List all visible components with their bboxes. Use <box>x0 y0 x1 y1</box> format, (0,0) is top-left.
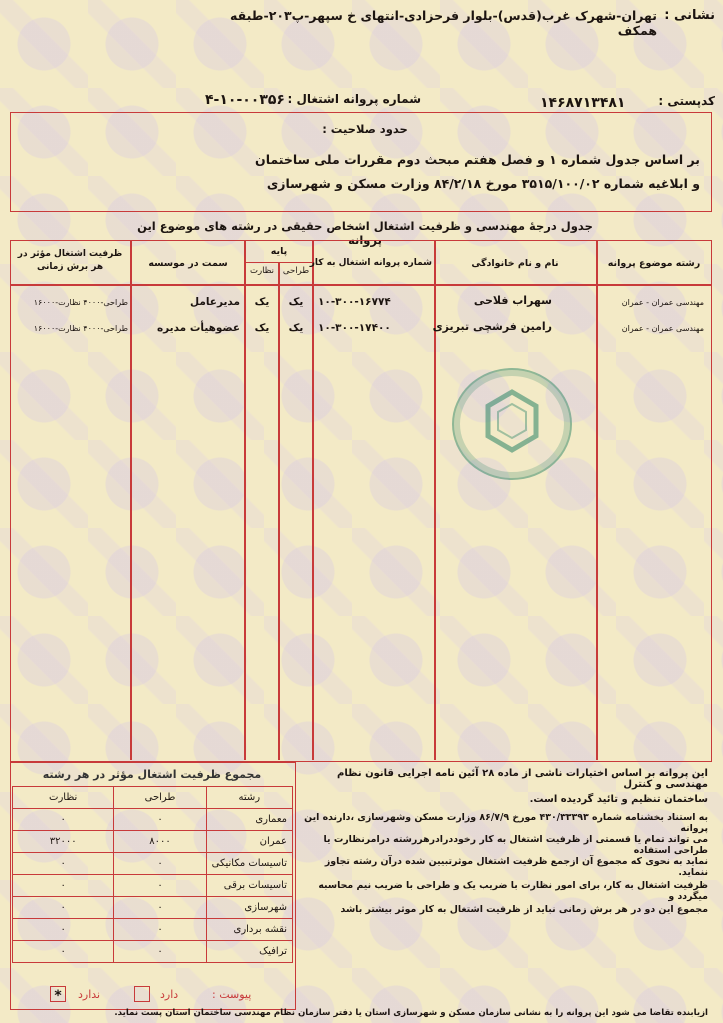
attachment-label: پیوست : <box>212 988 252 1001</box>
summary-cell: شهرسازی <box>206 897 292 919</box>
col-divider <box>244 240 246 760</box>
address-label: نشانی : <box>664 8 715 23</box>
table-row <box>13 809 293 831</box>
row2-capacity: طراحی-۴۰۰۰ نظارت-۱۶۰۰۰ <box>33 324 128 333</box>
summary-cell: ۳۲۰۰۰ <box>13 831 114 853</box>
table-row <box>13 919 293 941</box>
license-label: شماره پروانه اشتغال : <box>287 92 421 106</box>
row1-design: یک <box>288 296 304 308</box>
row2-field: مهندسی عمران - عمران <box>621 324 704 333</box>
no-attachment-label: ندارد <box>78 988 101 1001</box>
table-row <box>13 875 293 897</box>
summary-cell: تاسیسات برقی <box>206 875 292 897</box>
summary-cell: معماری <box>206 809 292 831</box>
jurisdiction-line2: و ابلاغیه شماره ۳۵۱۵/۱۰۰/۰۲ مورخ ۸۴/۲/۱۸ وزارت مسکن و شهرسازی <box>266 176 700 191</box>
summary-cell: ۰ <box>114 875 206 897</box>
legal-line-6: ظرفیت اشتغال به کار، برای امور نظارت با ضریب یک و طراحی با ضریب نیم محاسبه میگردد و <box>318 880 708 902</box>
row1-license: ۱۰-۳۰۰-۱۶۷۷۴ <box>318 296 391 308</box>
official-seal <box>452 368 572 480</box>
row1-supervision: یک <box>254 296 270 308</box>
table-title: جدول درجهٔ مهندسی و ظرفیت اشتغال اشخاص حقیقی در رشته های موضوع این پروانه <box>137 219 593 247</box>
table-row <box>13 831 293 853</box>
summary-cell: ۰ <box>114 941 206 963</box>
row1-name: سهراب فلاحی <box>473 294 552 307</box>
legal-line-2: ساختمان تنظیم و تائید گردیده است. <box>529 794 708 805</box>
summary-table <box>12 786 293 963</box>
summary-header-row <box>13 787 293 809</box>
summary-cell: ۰ <box>114 897 206 919</box>
legal-line-3: به استناد بخشنامه شماره ۴۳۰/۳۳۳۹۳ مورخ ۸۶/۷/۹ وزارت مسکن وشهرسازی ،دارنده این پروانه <box>304 812 708 834</box>
col-header-design: طراحی <box>282 266 310 276</box>
row1-capacity: طراحی-۴۰۰۰ نظارت-۱۶۰۰۰ <box>33 298 128 307</box>
summary-cell: ۰ <box>13 875 114 897</box>
row2-name: رامین فرشچی تبریزی <box>432 320 552 333</box>
address-value: تهران-شهرک غرب(قدس)-بلوار فرحزادی-انتهای خ سپهر-پ۲۰۳-طبقه همکف <box>230 8 657 38</box>
table-header-divider <box>10 284 712 286</box>
col-header-name: نام و نام خانوادگی <box>471 258 559 269</box>
table-row <box>13 897 293 919</box>
col-header-supervision: نظارت <box>249 266 275 276</box>
summary-cell: نقشه برداری <box>206 919 292 941</box>
row2-license: ۱۰-۳۰۰-۱۷۴۰۰ <box>318 322 391 334</box>
summary-cell: ۸۰۰۰ <box>114 831 206 853</box>
summary-cell: عمران <box>206 831 292 853</box>
col-header-field: رشته موضوع پروانه <box>607 258 701 269</box>
summary-cell: ترافیک <box>206 941 292 963</box>
license-value: ۴-۱۰-۰۰۳۵۶ <box>205 92 285 108</box>
staff-table <box>10 240 712 762</box>
legal-line-5: نماید به نحوی که مجموع آن ازجمع ظرفیت اشتغال موثرتبیین شده درآن رشته تجاوز ننماید. <box>324 856 708 878</box>
row1-field: مهندسی عمران - عمران <box>621 298 704 307</box>
grade-subdivider <box>244 262 313 263</box>
summary-header-design: طراحی <box>114 787 206 809</box>
col-header-capacity: ظرفیت اشتغال مؤثر در هر برش زمانی <box>17 249 123 272</box>
has-attachment-label: دارد <box>160 988 179 1001</box>
summary-cell: ۰ <box>13 853 114 875</box>
summary-cell: ۰ <box>114 853 206 875</box>
col-divider <box>278 262 280 760</box>
legal-line-4: می تواند تمام یا قسمتی از ظرفیت اشتغال به کار رخوددرادرهررشته درامرنظارت یا طراحی استفاده <box>323 834 708 856</box>
postal-value: ۱۴۶۸۷۱۳۴۸۱ <box>540 95 626 111</box>
row2-design: یک <box>288 322 304 334</box>
summary-cell: ۰ <box>13 809 114 831</box>
summary-cell: ۰ <box>13 897 114 919</box>
seal-hexagon-icon <box>454 370 570 478</box>
has-attachment-checkbox[interactable] <box>134 986 150 1002</box>
postal-label: کدپستی : <box>658 94 715 108</box>
summary-title: مجموع ظرفیت اشتغال مؤثر در هر رشته <box>42 768 262 781</box>
jurisdiction-title: حدود صلاحیت : <box>322 122 408 136</box>
no-attachment-checkbox[interactable]: * <box>50 986 66 1002</box>
table-row <box>13 853 293 875</box>
legal-line-1: این پروانه بر اساس اختیارات ناشی از ماده ۲۸ آئین نامه اجرایی قانون نظام مهندسی و کنترل <box>337 768 708 790</box>
summary-cell: ۰ <box>114 809 206 831</box>
footer-note: ازیابنده تقاضا می شود این پروانه را به نشانی سازمان مسکن و شهرسازی استان یا دفتر سازمان نظام مهندسی ساختمان استان پست نماید. <box>114 1008 708 1018</box>
col-divider <box>130 240 132 760</box>
row2-supervision: یک <box>254 322 270 334</box>
summary-cell: تاسیسات مکانیکی <box>206 853 292 875</box>
jurisdiction-line1: بر اساس جدول شماره ۱ و فصل هفتم مبحث دوم مقررات ملی ساختمان <box>255 152 700 167</box>
legal-line-7: مجموع این دو در هر برش زمانی نباید از ظرفیت اشتغال به کار موثر بیشتر باشد <box>340 904 708 915</box>
col-divider <box>434 240 436 760</box>
col-divider <box>596 240 598 760</box>
summary-cell: ۰ <box>114 919 206 941</box>
summary-header-field: رشته <box>206 787 292 809</box>
row2-position: عضوهیأت مدیره <box>156 322 240 334</box>
table-row <box>13 941 293 963</box>
summary-cell: ۰ <box>13 941 114 963</box>
col-header-grade: پایه <box>270 246 288 257</box>
summary-header-supervision: نظارت <box>13 787 114 809</box>
col-header-position: سمت در موسسه <box>148 258 228 269</box>
col-header-person-license: شماره پروانه اشتغال به کار <box>309 258 432 268</box>
summary-cell: ۰ <box>13 919 114 941</box>
col-divider <box>312 240 314 760</box>
row1-position: مدیرعامل <box>189 296 240 308</box>
